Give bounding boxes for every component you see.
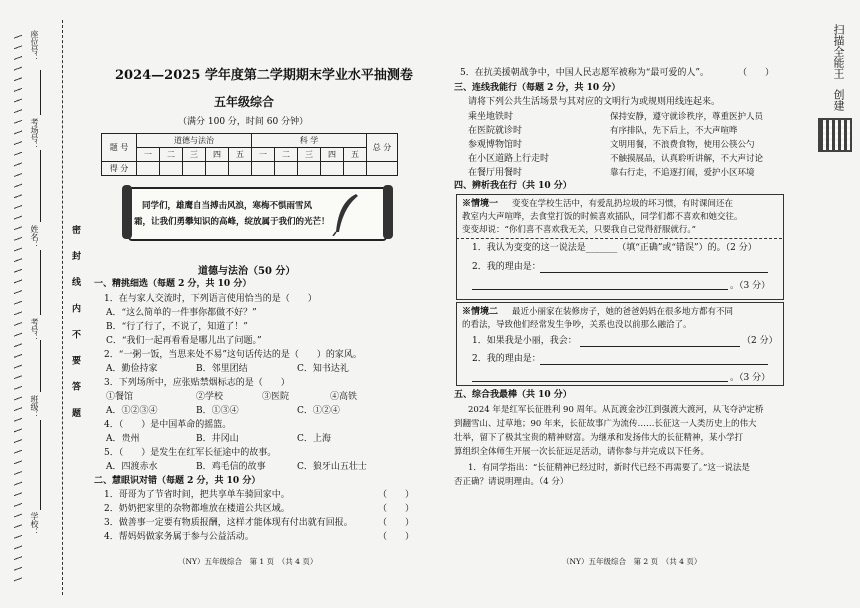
case2-answer-line-1[interactable] — [580, 346, 740, 347]
match-left-1: 乘坐地铁时 — [468, 112, 514, 122]
score-col: 三 — [183, 148, 206, 162]
q1-option-b: B．“行了行了，不说了，知道了！” — [106, 322, 248, 332]
case2-question-1: 1．如果我是小丽，我会： — [472, 336, 577, 346]
tf-answer-2[interactable]: （ ） — [378, 504, 415, 514]
case2-text-1: 最近小丽家在装修房子，她的爸爸妈妈在很多地方都有不同 — [512, 307, 734, 317]
score-row-label: 题 号 — [102, 134, 137, 162]
banner-scroll-left — [122, 185, 132, 239]
q3-option-c: C．①②④ — [297, 406, 340, 416]
score-cell — [183, 162, 206, 176]
footer-page-2: （NY）五年级综合 第 2 页 （共 4 页） — [562, 557, 702, 566]
q3-option-a: A．①②③④ — [106, 406, 158, 416]
case1-question-1: 1．我认为变变的这一说法是_______（填“正确”或“错误”）的。（2 分） — [472, 243, 757, 253]
tf-answer-5[interactable]: （ ） — [738, 68, 775, 78]
part5-para-1: 2024 年是红军长征胜利 90 周年。从瓦渡金沙江到强渡大渡河，从飞夺泸定桥 — [468, 405, 764, 415]
case1-text-2: 教室内大声喧哗，去食堂打饭的时候喜欢插队，同学们都不喜欢和她交往。 — [462, 212, 743, 222]
tf-statement-2: 2．奶奶把家里的杂物都堆放在楼道公共区域。 — [104, 504, 290, 514]
exam-info: （满分 100 分，时间 60 分钟） — [178, 117, 309, 127]
name-label: 姓名： — [30, 225, 39, 249]
q4-option-c: C．上海 — [297, 434, 331, 444]
tf-statement-3: 3．做善事一定要有物质报酬，这样才能体现有付出就有回报。 — [104, 518, 353, 528]
exam-subject: 五年级综合 — [214, 95, 275, 109]
class-label: 班级： — [30, 395, 39, 419]
q2-option-a: A．勤俭持家 — [106, 364, 158, 374]
match-right-5: 靠右行走，不追逐打闹，爱护小区环境 — [610, 168, 755, 178]
part2-heading: 二、慧眼识对错（每题 2 分，共 10 分） — [94, 476, 261, 486]
q3-option-b: B．①③④ — [196, 406, 239, 416]
number-label: 考号： — [30, 318, 39, 342]
tf-answer-3[interactable]: （ ） — [378, 518, 415, 528]
tf-answer-1[interactable]: （ ） — [378, 490, 415, 500]
case2-title: ※情境二 — [462, 307, 499, 317]
watermark-line-2: 创建 — [832, 88, 845, 111]
match-left-2: 在医院就诊时 — [468, 126, 523, 136]
watermark-line-1: 扫描全能王 — [832, 24, 845, 79]
qr-code-icon — [818, 118, 852, 152]
score-col: 一 — [137, 148, 160, 162]
q4-option-b: B．井冈山 — [196, 434, 239, 444]
part3-intro: 请将下列公共生活场景与其对应的文明行为或规则用线连起来。 — [468, 97, 721, 107]
seal-warning: 密 封 线 内 不 要 答 题 — [70, 225, 80, 424]
score-col: 五 — [344, 148, 367, 162]
score-col: 五 — [229, 148, 252, 162]
score-cell — [229, 162, 252, 176]
score-col: 四 — [206, 148, 229, 162]
banner-scroll-right — [383, 185, 393, 239]
match-right-2: 有序排队，先下后上，不大声喧哗 — [610, 126, 738, 136]
q3-text: 3．下列场所中，应张贴禁烟标志的是（ ） — [104, 378, 290, 388]
part1-heading: 一、精挑细选（每题 2 分，共 10 分） — [94, 279, 252, 289]
q4-text: 4．（ ）是中国革命的摇篮。 — [104, 420, 232, 430]
score-cell — [321, 162, 344, 176]
score-cell — [298, 162, 321, 176]
case2-q2-points: 。（3 分） — [730, 373, 771, 383]
case2-answer-line-3[interactable] — [472, 381, 728, 382]
binding-strip — [0, 0, 92, 608]
score-table — [101, 133, 398, 176]
case1-text-1: 变变在学校生活中，有爱乱扔垃圾的坏习惯，有时课间还在 — [512, 199, 734, 209]
name-line — [40, 150, 41, 222]
part5-para-3: 壮举，留下了极其宝贵的精神财富。为继承和发扬伟大的长征精神，某小学打 — [454, 433, 744, 443]
q5-option-b: B．鸡毛信的故事 — [196, 462, 266, 472]
score-group-morality: 道德与法治 — [137, 134, 252, 148]
case2-answer-line-2[interactable] — [540, 364, 768, 365]
case2-text-2: 的看法，导致他们经常发生争吵，关系也没以前那么融洽了。 — [462, 320, 692, 330]
quill-pen-icon — [330, 192, 360, 236]
score-cell — [206, 162, 229, 176]
tf-statement-5: 5．在抗美援朝战争中，中国人民志愿军被称为“最可爱的人”。 — [460, 68, 709, 78]
match-left-5: 在餐厅用餐时 — [468, 168, 523, 178]
section-title: 道德与法治（50 分） — [198, 266, 296, 277]
case1-q2-points: 。（3 分） — [730, 281, 771, 291]
case1-divider — [456, 238, 782, 239]
match-right-1: 保持安静，遵守就诊秩序，尊重医护人员 — [610, 112, 764, 122]
tf-statement-1: 1．哥哥为了节省时间，把共享单车骑回家中。 — [104, 490, 290, 500]
class-line — [40, 340, 41, 392]
q4-option-a: A．贵州 — [106, 434, 140, 444]
match-right-4: 不触摸展品，认真聆听讲解，不大声讨论 — [610, 154, 764, 164]
q3-item-2: ②学校 — [196, 392, 224, 402]
score-col: 四 — [321, 148, 344, 162]
q5-option-c: C．狼牙山五壮士 — [297, 462, 367, 472]
part5-para-2: 到翻雪山、过草地；90 年来，长征故事广为流传……长征这一人类历史上的伟大 — [454, 419, 757, 429]
binding-dashed-line — [62, 20, 63, 595]
match-left-4: 在小区道路上行走时 — [468, 154, 550, 164]
q2-text: 2．“一粥一饭，当思来处不易”这句话传达的是（ ）的家风。 — [104, 350, 362, 360]
score-cell — [252, 162, 275, 176]
score-col: 二 — [275, 148, 298, 162]
case1-text-3: 变变却说：“你们喜不喜欢我无关，只要我自己觉得舒服就行。” — [462, 225, 696, 235]
score-group-science: 科 学 — [252, 134, 367, 148]
score-cell — [367, 162, 398, 176]
score-cell — [275, 162, 298, 176]
watermark-text — [832, 24, 845, 111]
score-cell — [344, 162, 367, 176]
part3-heading: 三、连线我能行（每题 2 分，共 10 分） — [454, 83, 621, 93]
tf-statement-4: 4．帮妈妈做家务属于参与公益活动。 — [104, 532, 254, 542]
q2-option-b: B．邻里团结 — [196, 364, 248, 374]
banner-line-2: 霜，让我们勇攀知识的高峰，绽放属于我们的光芒！ — [134, 217, 330, 227]
score-cell — [137, 162, 160, 176]
part5-heading: 五、综合我最棒（共 10 分） — [454, 390, 572, 400]
case2-q1-points: （2 分） — [742, 336, 778, 346]
q3-item-4: ④高铁 — [330, 392, 358, 402]
room-line — [40, 70, 41, 115]
binding-hatch — [14, 28, 22, 588]
score-col: 三 — [298, 148, 321, 162]
part5-question-1: 1．有同学指出：“长征精神已经过时，新时代已经不再需要了。”这一说法是 — [468, 463, 750, 473]
school-label: 学校： — [30, 512, 39, 536]
q1-option-a: A．“这么简单的一件事你都做不好？” — [106, 308, 257, 318]
q2-option-c: C．知书达礼 — [297, 364, 349, 374]
room-label: 考场号： — [30, 118, 39, 150]
match-right-3: 文明用餐，不浪费食物，使用公筷公勺 — [610, 140, 755, 150]
footer-page-1: （NY）五年级综合 第 1 页 （共 4 页） — [178, 557, 318, 566]
case2-question-2: 2．我的理由是： — [472, 354, 541, 364]
number-line — [40, 250, 41, 315]
part4-heading: 四、辨析我在行（共 10 分） — [454, 181, 572, 191]
tf-answer-4[interactable]: （ ） — [378, 532, 415, 542]
part5-question-1b: 否正确？请说明理由。（4 分） — [454, 477, 569, 487]
q5-text: 5．（ ）是发生在红军长征途中的故事。 — [104, 448, 277, 458]
q1-text: 1．在与家人交流时，下列语言使用恰当的是（ ） — [104, 294, 317, 304]
match-left-3: 参观博物馆时 — [468, 140, 523, 150]
seat-label: 座位号： — [30, 30, 39, 62]
banner-line-1: 同学们，雄鹰自当搏击风浪，寒梅不惧雨雪风 — [142, 201, 313, 211]
case1-answer-line-1[interactable] — [540, 272, 768, 273]
score-col: 一 — [252, 148, 275, 162]
score-row2-label: 得 分 — [102, 162, 137, 176]
exam-title: 2024—2025 学年度第二学期期末学业水平抽测卷 — [115, 68, 413, 83]
q5-option-a: A．四渡赤水 — [106, 462, 158, 472]
case1-question-2: 2．我的理由是： — [472, 262, 541, 272]
school-line — [40, 420, 41, 510]
score-col: 二 — [160, 148, 183, 162]
part5-para-4: 算组织全体师生开展一次长征远足活动，请你参与并完成以下任务。 — [454, 447, 710, 457]
q1-option-c: C．“我们一起再看看是哪儿出了问题。” — [106, 336, 262, 346]
q3-item-1: ①餐馆 — [106, 392, 134, 402]
case1-title: ※情境一 — [462, 199, 499, 209]
score-total-label: 总 分 — [367, 134, 398, 162]
q3-item-3: ③医院 — [262, 392, 290, 402]
score-cell — [160, 162, 183, 176]
case1-answer-line-2[interactable] — [472, 289, 728, 290]
